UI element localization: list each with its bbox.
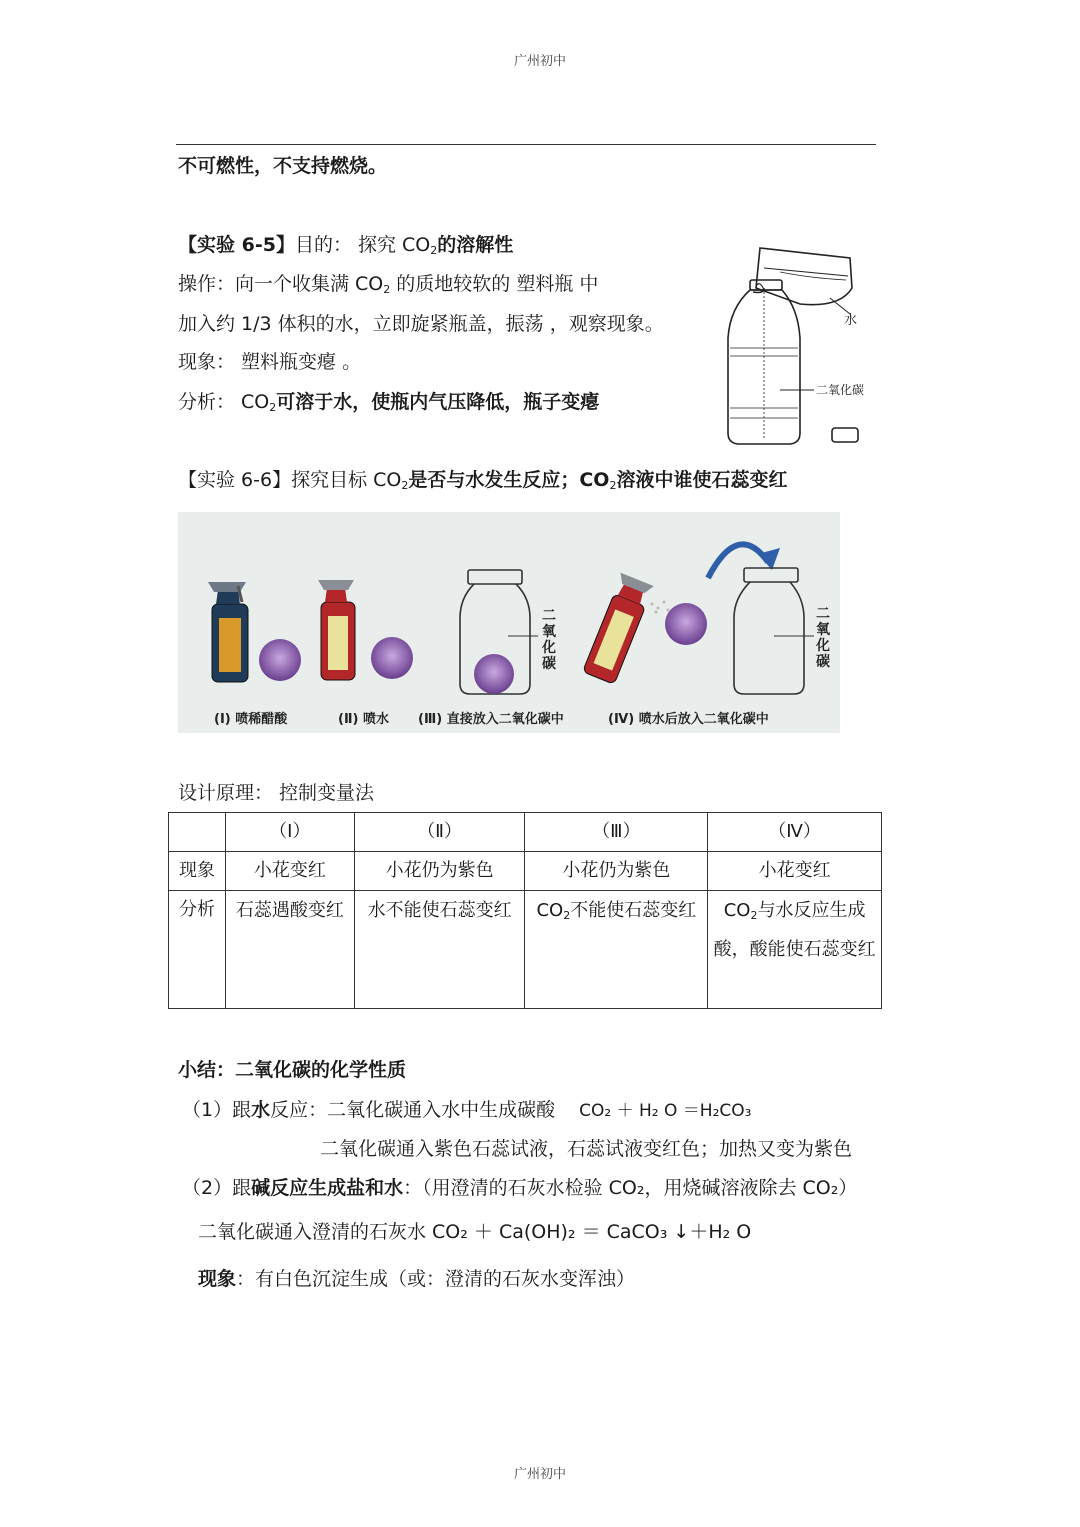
table-cell: 小花变红 <box>708 852 882 891</box>
exp65-title <box>178 233 513 257</box>
table-cell: 小花仍为紫色 <box>525 852 708 891</box>
exp66-illustration <box>178 512 840 733</box>
spray-mist <box>651 601 670 614</box>
r2c4-a: CO <box>723 900 751 921</box>
exp65-operation-2: 加入约 1/3 体积的水，立即旋紧瓶盖，振荡 ，观察现象。 <box>178 313 664 335</box>
jar3-label: 二氧化碳 <box>542 608 556 672</box>
exp66-title-c: 溶液中谁使石蕊变红 <box>616 469 788 491</box>
table-row-phenomenon <box>169 852 882 891</box>
exp66-title-sub2: 2 <box>609 479 617 492</box>
exp65-operation-1 <box>178 272 598 296</box>
bottle-neck <box>750 280 782 290</box>
exp65-op1-a: 操作：向一个收集满 CO <box>178 273 384 295</box>
table-header-cell <box>169 813 226 852</box>
r2c3-a: CO <box>536 900 564 921</box>
exp65-op1-sub: 2 <box>383 283 391 296</box>
p1-label: （1）跟 <box>182 1099 252 1121</box>
header-rule <box>176 144 876 145</box>
exp65-title-b: 的溶解性 <box>437 234 514 256</box>
table-cell: 小花变红 <box>225 852 354 891</box>
sprayer-4 <box>581 573 654 685</box>
r2c4-sub: 2 <box>750 909 758 922</box>
fig-co2-label: 二氧化碳 <box>816 383 865 397</box>
exp66-title <box>178 468 787 492</box>
r2c4-b: 与水反应生成酸，酸能使石蕊变红 <box>713 900 876 960</box>
summary-equation-2: 二氧化碳通入澄清的石灰水 CO₂ ＋ Ca(OH)₂ ＝ CaCO₃ ↓＋H₂ O <box>198 1221 752 1243</box>
caption-3: (Ⅲ) 直接放入二氧化碳中 <box>418 712 564 727</box>
caption-4: (Ⅳ) 喷水后放入二氧化碳中 <box>608 712 769 727</box>
flower-4 <box>665 603 707 645</box>
exp66-title-sub1: 2 <box>401 479 409 492</box>
table-cell <box>708 891 882 1009</box>
p2-phen: ：有白色沉淀生成（或：澄清的石灰水变浑浊） <box>236 1268 636 1290</box>
summary-point-2 <box>182 1176 857 1200</box>
summary-phenomenon <box>198 1267 635 1291</box>
r2c3-b: 不能使石蕊变红 <box>570 900 697 921</box>
exp66-title-a: 探究目标 CO <box>291 469 402 491</box>
table-header-row <box>169 813 882 852</box>
r2c3-sub: 2 <box>563 909 571 922</box>
exp65-ana-rest: 可溶于水，使瓶内气压降低，瓶子变瘪 <box>276 391 600 413</box>
caption-2: (Ⅱ) 喷水 <box>338 712 389 727</box>
flower-3 <box>474 654 514 694</box>
flower-2 <box>371 637 413 679</box>
sprayer-1 <box>208 582 248 682</box>
table-cell: 石蕊遇酸变红 <box>225 891 354 1009</box>
exp65-analysis <box>178 390 599 414</box>
sprayer-2 <box>318 580 355 680</box>
intro-line: 不可燃性，不支持燃烧。 <box>178 155 388 177</box>
flower-1 <box>259 639 301 681</box>
exp65-op1-b: 的质地较软的 塑料瓶 中 <box>390 273 599 295</box>
table-cell: 小花仍为紫色 <box>354 852 525 891</box>
exp65-title-bracket: 【实验 6-5】 <box>178 234 295 256</box>
table-row-analysis <box>169 891 882 1009</box>
caption-1: (Ⅰ) 喷稀醋酸 <box>214 712 288 727</box>
jar-4 <box>734 568 814 694</box>
p2-rest: ：（用澄清的石灰水检验 CO₂，用烧碱溶液除去 CO₂） <box>403 1177 858 1199</box>
p2-label: （2）跟 <box>182 1177 252 1199</box>
table-header-cell: （Ⅳ） <box>708 813 882 852</box>
exp66-title-b: 是否与水发生反应；CO <box>408 469 610 491</box>
table-cell: 水不能使石蕊变红 <box>354 891 525 1009</box>
bottle-cap <box>832 428 858 442</box>
p1-rest: 反应：二氧化碳通入水中生成碳酸 <box>270 1099 556 1121</box>
design-principle: 设计原理： 控制变量法 <box>178 782 375 804</box>
summary-point-1-line-2: 二氧化碳通入紫色石蕊试液，石蕊试液变红色；加热又变为紫色 <box>320 1138 853 1160</box>
exp65-ana-sub: 2 <box>269 401 277 414</box>
table-cell <box>525 891 708 1009</box>
summary-title: 小结：二氧化碳的化学性质 <box>178 1059 407 1081</box>
table-header-cell: （Ⅱ） <box>354 813 525 852</box>
summary-point-1 <box>182 1098 751 1123</box>
table-cell: 现象 <box>169 852 226 891</box>
fig-water-label: 水 <box>844 313 858 328</box>
exp66-title-bracket: 【实验 6-6】 <box>178 469 292 491</box>
p2-bold: 碱反应生成盐和水 <box>251 1177 404 1199</box>
table-header-cell: （Ⅰ） <box>225 813 354 852</box>
transfer-arrow <box>708 544 768 578</box>
exp65-phenomenon: 现象： 塑料瓶变瘪 。 <box>178 351 362 373</box>
page-footer: 广州初中 <box>513 1467 566 1482</box>
jar4-label: 二氧化碳 <box>816 606 830 670</box>
results-table <box>168 812 882 1009</box>
p1-bold: 水 <box>251 1099 271 1121</box>
table-cell: 分析 <box>169 891 226 1009</box>
exp65-title-a: 目的： 探究 CO <box>294 234 431 256</box>
exp65-title-sub: 2 <box>430 244 438 257</box>
p1-equation: CO₂ ＋ H₂ O ＝H₂CO₃ <box>579 1101 752 1121</box>
table-header-cell: （Ⅲ） <box>525 813 708 852</box>
exp65-ana-label: 分析： CO <box>178 391 270 413</box>
bottle-figure <box>720 228 900 453</box>
exp66-figure <box>178 512 840 733</box>
page-header: 广州初中 <box>513 54 566 69</box>
p2-phen-label: 现象 <box>198 1268 237 1290</box>
